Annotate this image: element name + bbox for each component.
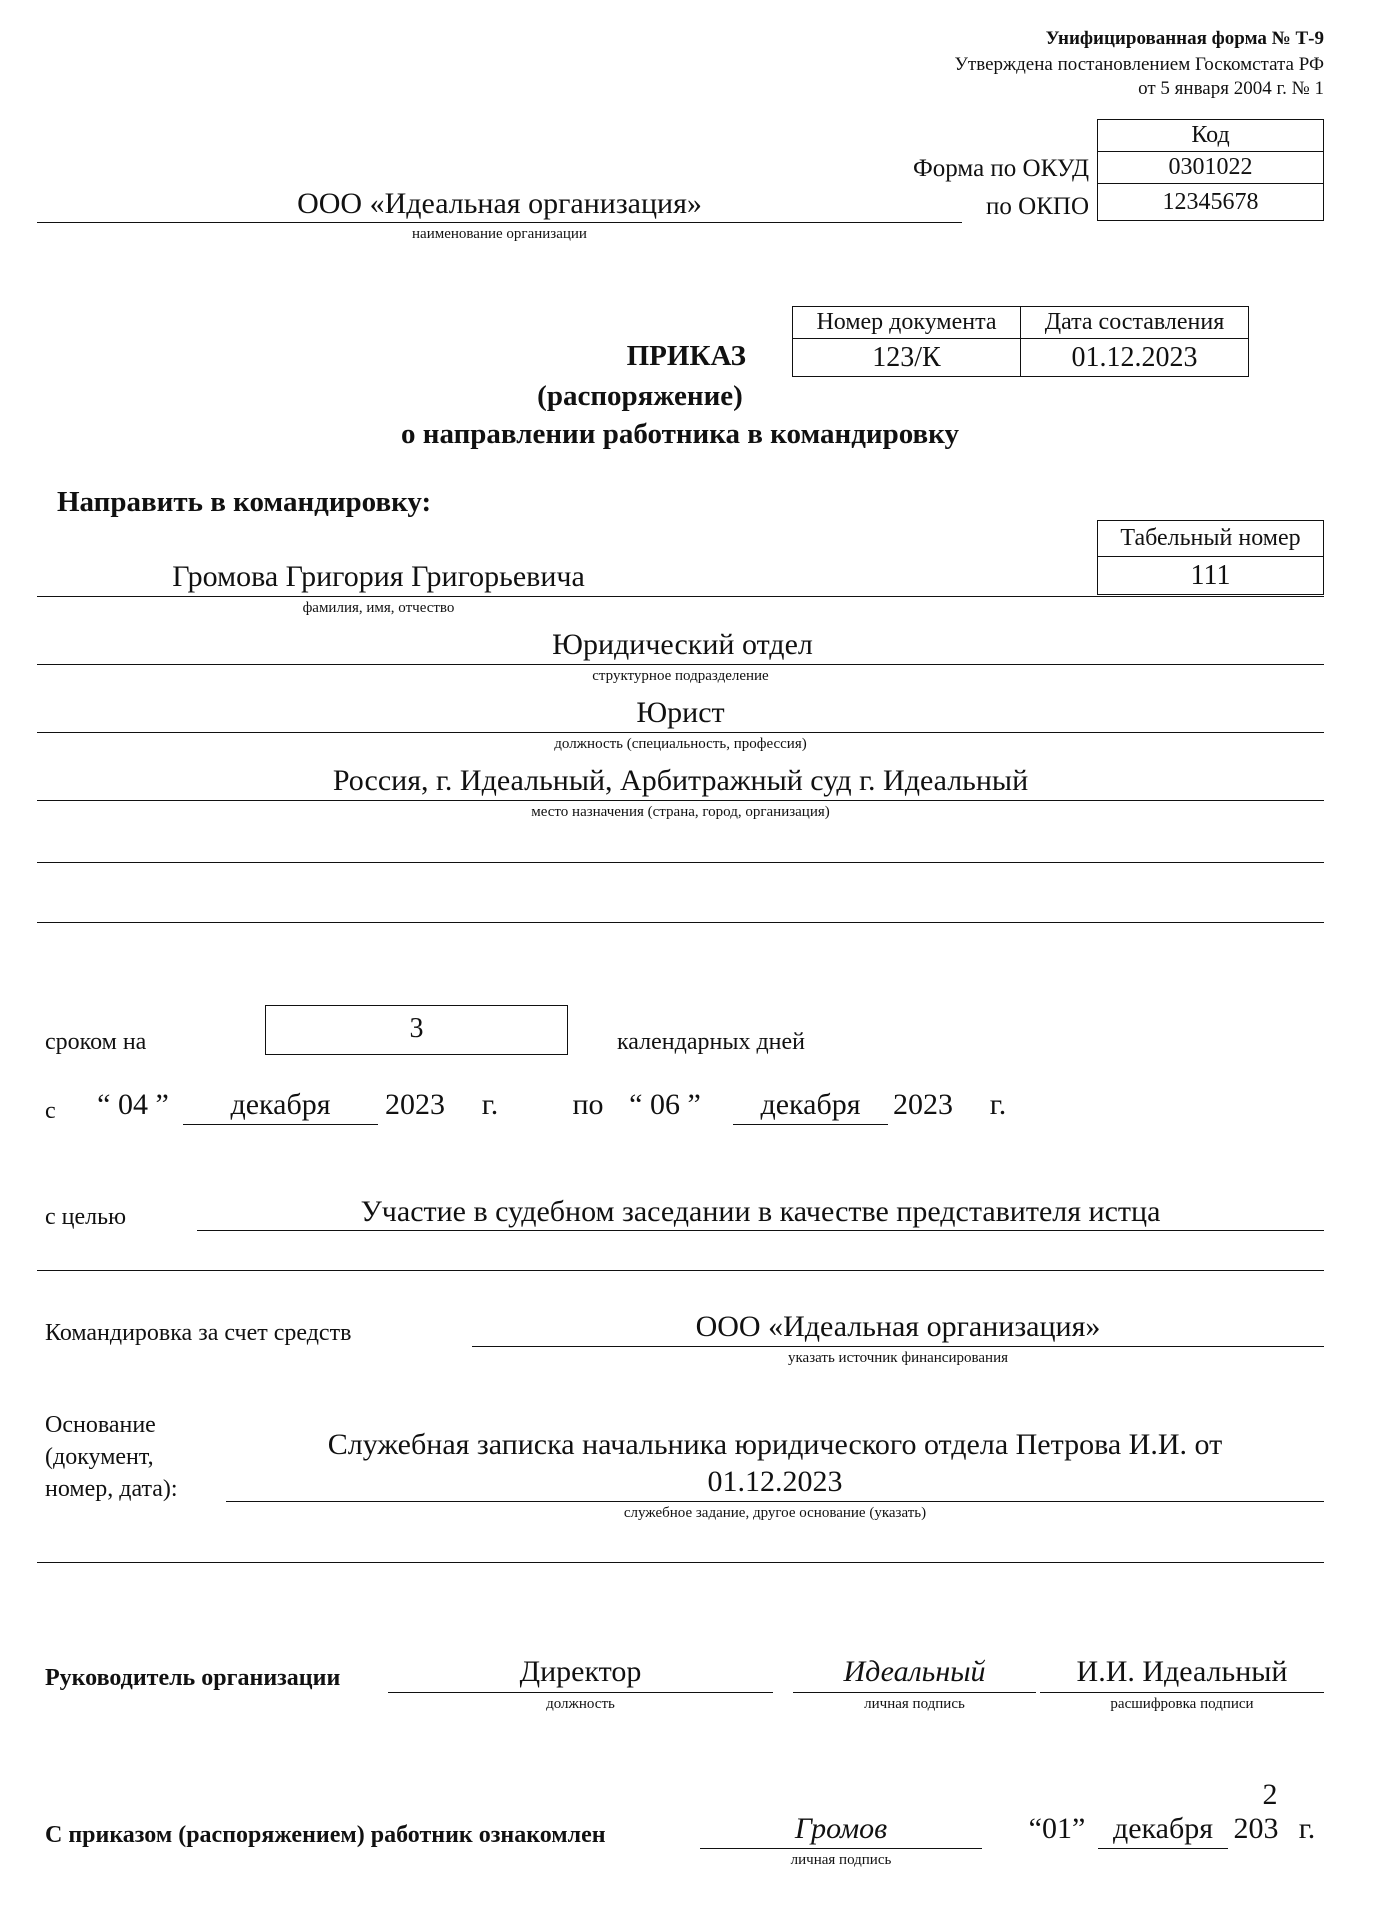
purpose-label: с целью [45, 1204, 126, 1230]
document-table [792, 306, 1249, 377]
doc-number: 123/К [793, 339, 1021, 377]
tab-number-header: Табельный номер [1098, 521, 1324, 557]
code-header: Код [1098, 120, 1324, 152]
basis-value-line2: 01.12.2023 [707, 1465, 843, 1498]
ack-day: “01” [1028, 1812, 1086, 1845]
ack-signature-caption: личная подпись [790, 1852, 892, 1868]
ack-year: 203 [1233, 1812, 1279, 1845]
employee-name: Громова Григория Григорьевича [172, 560, 585, 593]
to-day: “ 06 ” [629, 1088, 701, 1121]
position-caption: должность (специальность, профессия) [554, 736, 807, 752]
funding-label: Командировка за счет средств [45, 1320, 352, 1346]
term-label: сроком на [45, 1029, 147, 1055]
doc-date-header: Дата составления [1021, 307, 1249, 339]
head-signature: Идеальный [843, 1655, 986, 1688]
ack-month: декабря [1112, 1812, 1214, 1845]
purpose-value: Участие в судебном заседании в качестве представителя истца [360, 1195, 1161, 1228]
to-month-line [733, 1124, 888, 1125]
department-line [37, 664, 1324, 665]
head-decoding-line [1040, 1692, 1324, 1693]
funding-value: ООО «Идеальная организация» [695, 1310, 1101, 1343]
purpose-extra-line [37, 1270, 1324, 1271]
funding-caption: указать источник финансирования [788, 1350, 1008, 1366]
destination: Россия, г. Идеальный, Арбитражный суд г. Идеальный [332, 764, 1029, 797]
ack-month-line [1098, 1848, 1228, 1849]
basis-value-line1: Служебная записка начальника юридического отдела Петрова И.И. от [327, 1428, 1223, 1461]
head-decoding-caption: расшифровка подписи [1110, 1696, 1254, 1712]
from-year-suffix: г. [481, 1088, 499, 1121]
head-position-line [388, 1692, 773, 1693]
to-month: декабря [760, 1088, 861, 1121]
head-decoding: И.И. Идеальный [1076, 1655, 1288, 1688]
tab-number: 111 [1098, 557, 1324, 595]
term-days-box [265, 1005, 568, 1055]
head-position: Директор [519, 1655, 642, 1688]
ack-signature: Громов [794, 1812, 888, 1845]
basis-caption: служебное задание, другое основание (указать) [623, 1505, 927, 1521]
from-month: декабря [230, 1088, 331, 1121]
funding-line [472, 1346, 1324, 1347]
department-caption: структурное подразделение [592, 668, 769, 684]
send-label: Направить в командировку: [57, 486, 432, 518]
basis-extra-line [37, 1562, 1324, 1563]
destination-extra-line-2 [37, 922, 1324, 923]
organization-line [37, 222, 962, 223]
basis-label-2: (документ, [45, 1444, 154, 1470]
okud-value: 0301022 [1098, 152, 1324, 184]
form-name: Унифицированная форма № Т-9 [1045, 28, 1324, 49]
doc-purpose-title: о направлении работника в командировку [401, 418, 959, 450]
okud-label: Форма по ОКУД [913, 155, 1089, 182]
ack-signature-line [700, 1848, 982, 1849]
head-signature-line [793, 1692, 1036, 1693]
organization-name: ООО «Идеальная организация» [297, 187, 702, 220]
doc-subtitle: (распоряжение) [537, 380, 743, 412]
destination-line [37, 800, 1324, 801]
doc-number-header: Номер документа [793, 307, 1021, 339]
to-year: 2023 [893, 1088, 953, 1121]
term-days: 3 [409, 1013, 424, 1044]
basis-label-1: Основание [45, 1412, 156, 1438]
to-year-suffix: г. [989, 1088, 1007, 1121]
head-signature-caption: личная подпись [864, 1696, 965, 1712]
destination-extra-line-1 [37, 862, 1324, 863]
okpo-label: по ОКПО [986, 193, 1089, 220]
ack-label: С приказом (распоряжением) работник ознакомлен [45, 1822, 606, 1848]
employee-name-line [37, 596, 1324, 597]
approved-line2: от 5 января 2004 г. № 1 [1138, 78, 1324, 99]
purpose-line [197, 1230, 1324, 1231]
destination-caption: место назначения (страна, город, организация) [531, 804, 830, 820]
head-position-caption: должность [546, 1696, 615, 1712]
ack-superscript: 2 [1262, 1778, 1278, 1811]
to-label: по [572, 1088, 604, 1121]
position-line [37, 732, 1324, 733]
department: Юридический отдел [552, 628, 813, 661]
approved-line1: Утверждена постановлением Госкомстата РФ [954, 54, 1324, 75]
doc-date: 01.12.2023 [1021, 339, 1249, 377]
organization-caption: наименование организации [412, 226, 587, 242]
employee-name-caption: фамилия, имя, отчество [302, 600, 455, 616]
from-day: “ 04 ” [97, 1088, 169, 1121]
ack-year-suffix: г. [1298, 1812, 1316, 1845]
term-days-label: календарных дней [617, 1029, 806, 1055]
okpo-value: 12345678 [1098, 184, 1324, 221]
from-label: с [45, 1098, 56, 1124]
from-month-line [183, 1124, 378, 1125]
basis-label-3: номер, дата): [45, 1476, 178, 1502]
basis-line [226, 1501, 1324, 1502]
codes-table [1097, 119, 1324, 221]
position: Юрист [636, 696, 725, 729]
from-year: 2023 [385, 1088, 445, 1121]
doc-title: ПРИКАЗ [626, 340, 746, 372]
head-label: Руководитель организации [45, 1665, 341, 1691]
